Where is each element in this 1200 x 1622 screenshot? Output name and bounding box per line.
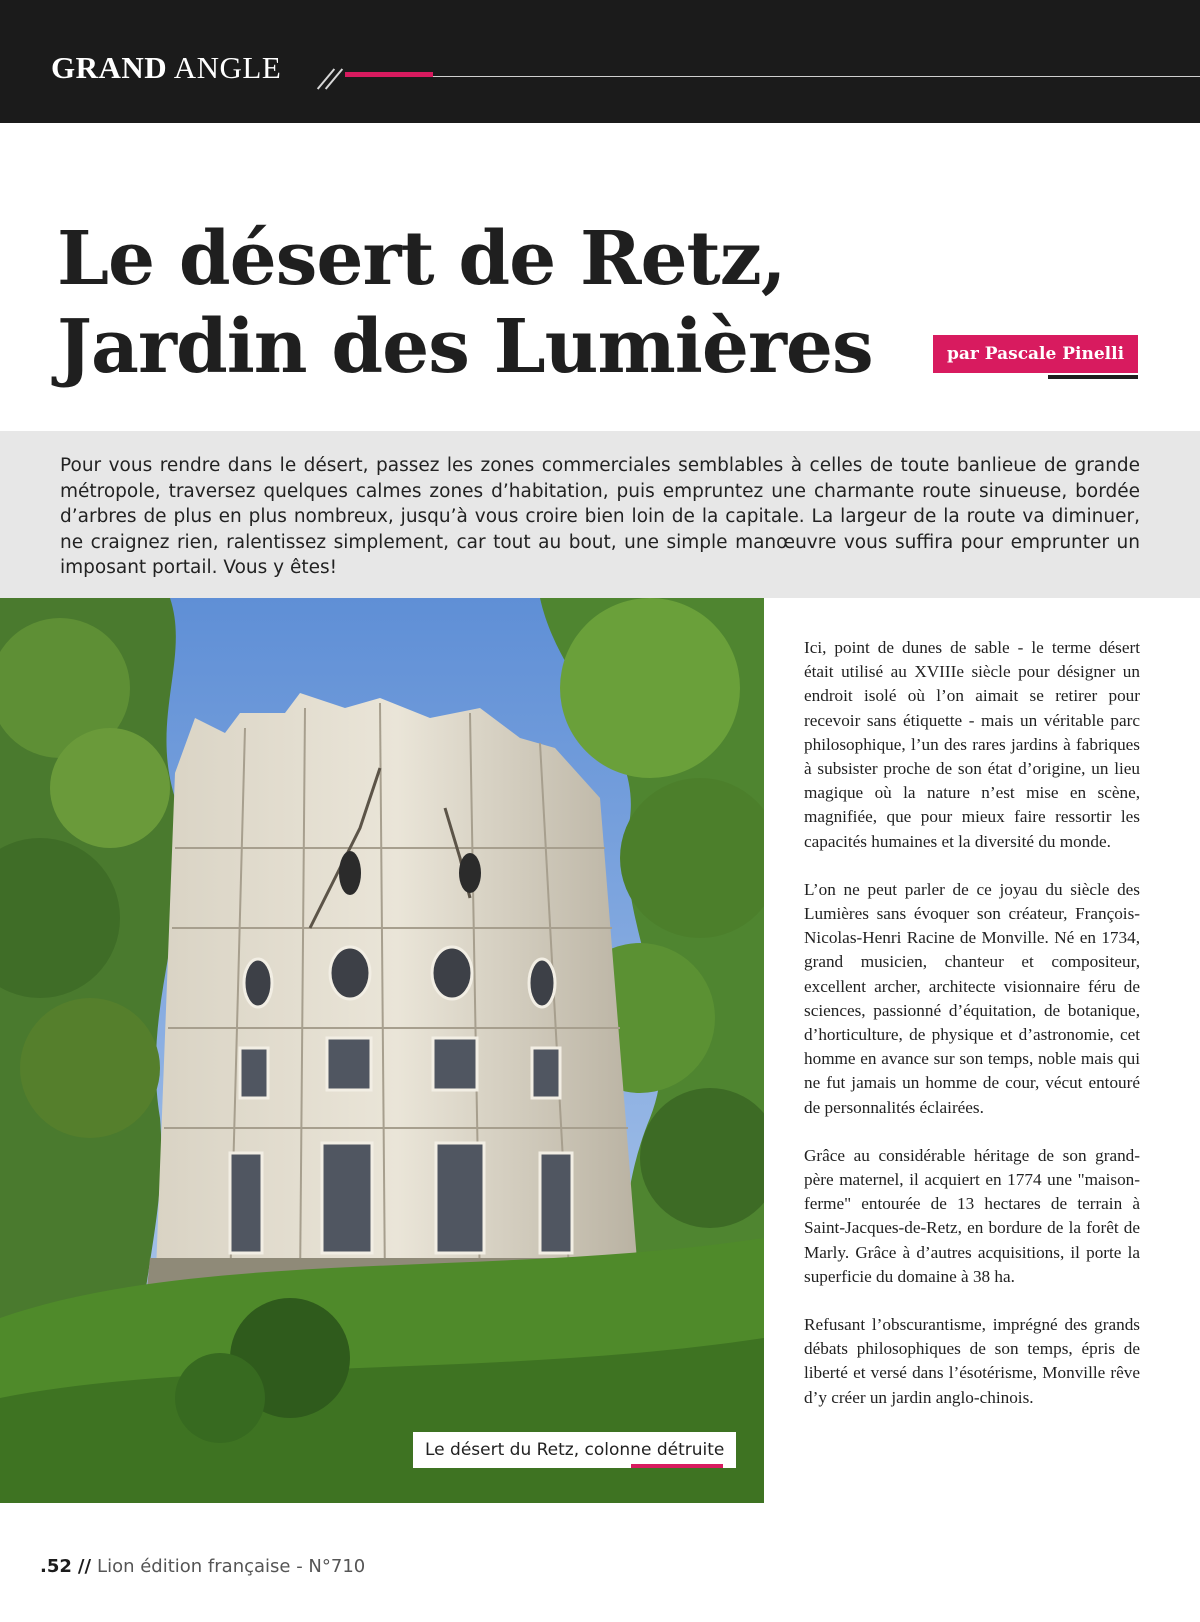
intro-paragraph: Pour vous rendre dans le désert, passez les zones commerciales semblables à celles de toute banlieue de grande métropole, traversez quelques calmes zones d’habitation, puis empruntez une charmante route sinueuse, bordée d’arbres de plus en plus nombreux, jusqu’à vous croire bien loin de la capitale. La largeur de la route va diminuer, ne craignez rien, ralentissez simplement, car tout au bout, une simple manœuvre vous suffira pour emprunter un imposant portail. Vous y êtes! [60, 455, 1140, 578]
article-title [57, 215, 877, 391]
byline-underline [1048, 375, 1138, 379]
body-paragraph: L’on ne peut parler de ce joyau du siècle des Lumières sans évoquer son créateur, François-Nicolas-Henri Racine de Monville. Né en 1734, grand musicien, chanteur et compositeur, excellent archer, architecte visionnaire féru de sciences, passionné d’équitation, de botanique, d’horticulture, de physique et d’astronomie, cet homme en avance sur son temps, noble mais qui ne fut jamais un homme de cour, vécut entouré de personnalités éclairées. [804, 879, 1140, 1117]
decorative-slash [325, 68, 343, 89]
publication-name: Lion édition française - N°710 [97, 1556, 366, 1577]
article-photo [0, 598, 764, 1503]
title-line-2: Jardin des Lumières [57, 304, 873, 390]
intro-band [0, 431, 1200, 598]
caption-accent-bar [631, 1464, 723, 1468]
section-label-light: ANGLE [173, 50, 282, 85]
byline-block [933, 335, 1138, 373]
body-column [804, 636, 1140, 1434]
section-label-bold: GRAND [51, 50, 168, 85]
title-line-1: Le désert de Retz, [57, 216, 786, 302]
byline: par Pascale Pinelli [933, 335, 1138, 373]
body-paragraph: Refusant l’obscurantisme, imprégné des grands débats philosophiques de son temps, épris de liberté et versé dans l’ésotérisme, Monville rêve d’y créer un jardin anglo-chinois. [804, 1315, 1140, 1407]
page-footer [40, 1556, 365, 1577]
header-accent-bar [345, 72, 433, 77]
section-label [51, 50, 281, 86]
header-rule [345, 76, 1200, 77]
photo-caption: Le désert du Retz, colonne détruite [413, 1432, 736, 1468]
tower-illustration [0, 598, 764, 1503]
body-paragraph: Grâce au considérable héritage de son grand-père maternel, il acquiert en 1774 une "maison-ferme" entourée de 13 hectares de terrain à Saint-Jacques-de-Retz, en bordure de la forêt de Marly. Grâce à d’autres acquisitions, il porte la superficie du domaine à 38 ha. [804, 1145, 1140, 1286]
footer-separator: // [77, 1556, 92, 1577]
page-number: .52 [40, 1556, 72, 1577]
body-paragraph: Ici, point de dunes de sable - le terme désert était utilisé au XVIIIe siècle pour désigner un endroit isolé où l’on aimait se retirer pour recevoir sans étiquette - mais un véritable parc philosophique, l’un des rares jardins à fabriques à subsister proche de son état d’origine, un lieu magique où la nature n’est mise en scène, magnifiée, que pour mieux faire ressortir les capacités humaines et la diversité du monde. [804, 638, 1140, 851]
header-bar [0, 0, 1200, 123]
